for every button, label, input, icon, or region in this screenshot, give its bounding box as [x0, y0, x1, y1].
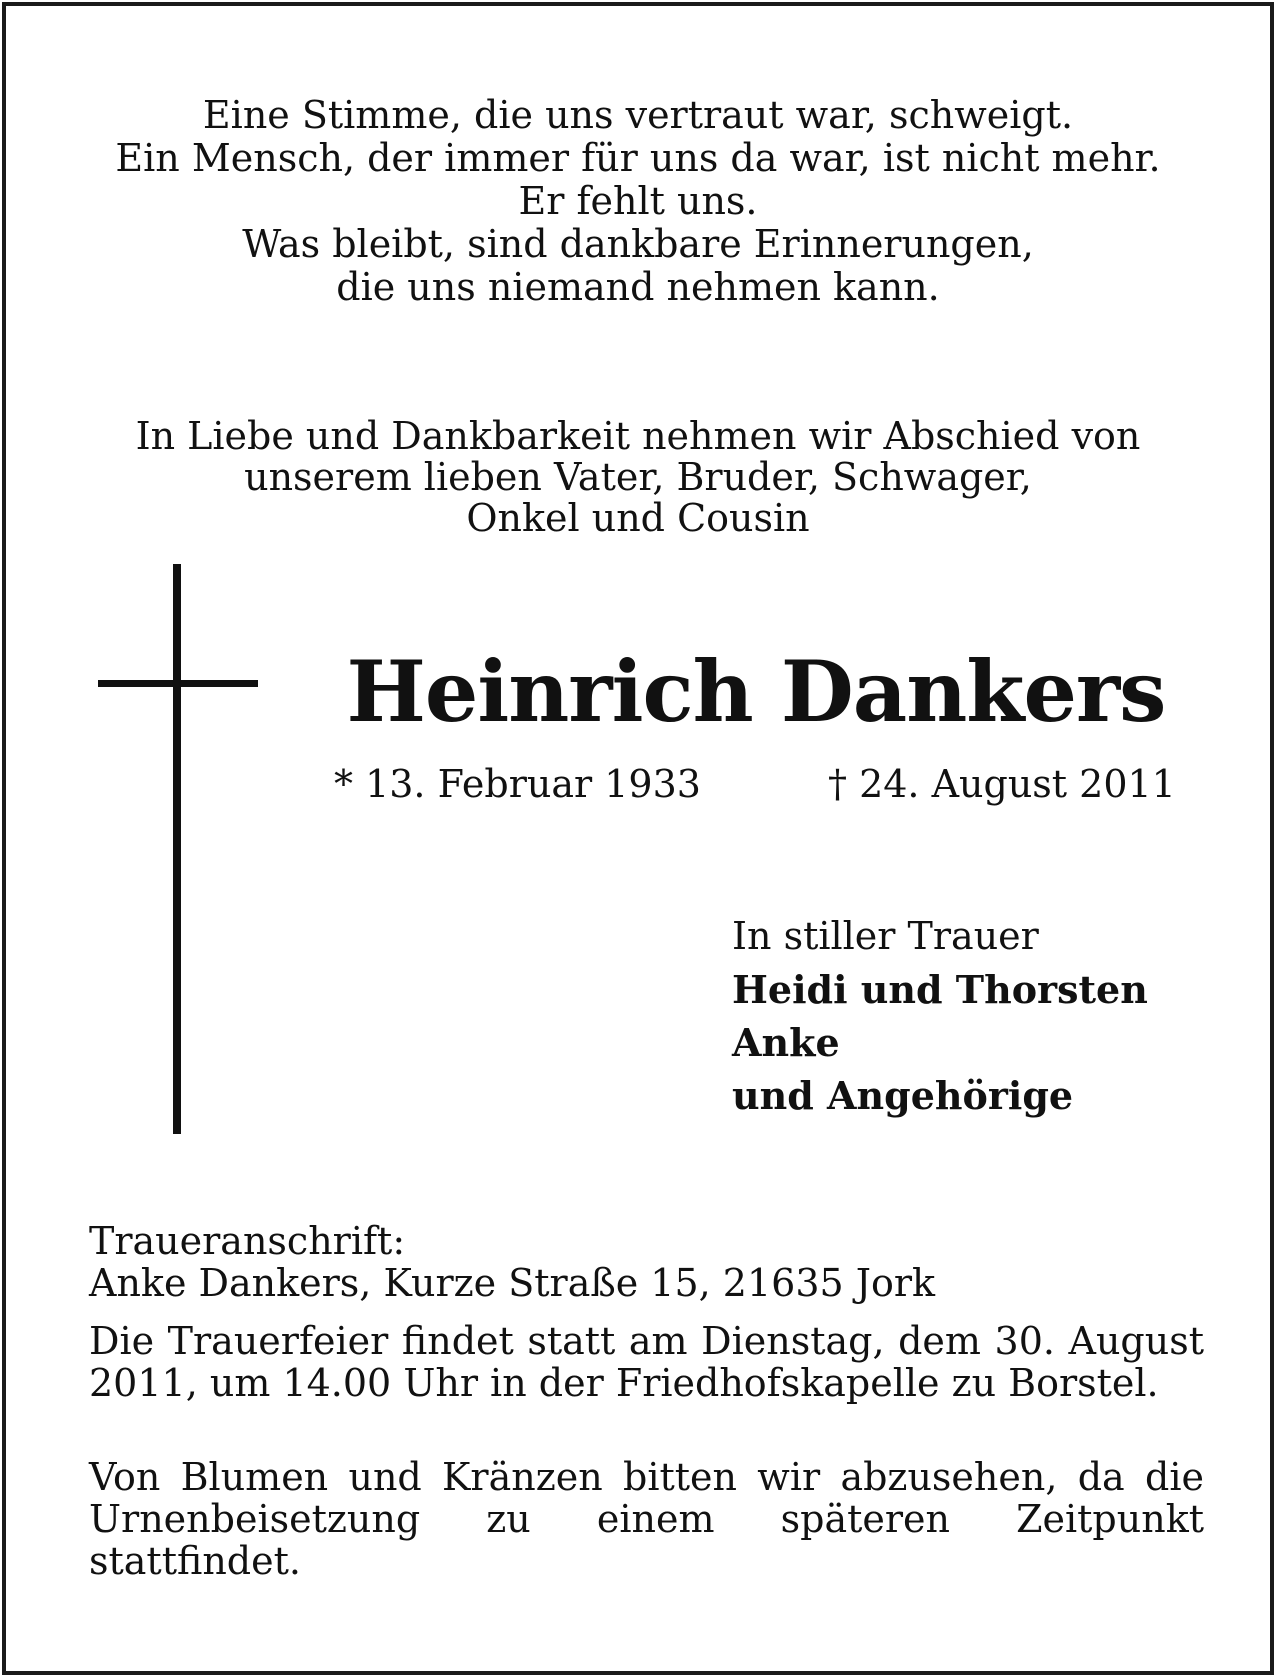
mourners-block: [732, 910, 1148, 1122]
poem-line: Eine Stimme, die uns vertraut war, schweigt.: [202, 93, 1074, 137]
mourning-address: [89, 1220, 935, 1304]
deceased-name: Heinrich Dankers: [346, 642, 1166, 741]
farewell-line: In Liebe und Dankbarkeit nehmen wir Abschied von: [135, 414, 1141, 458]
mourner-name: und Angehörige: [732, 1073, 1074, 1118]
address-value: Anke Dankers, Kurze Straße 15, 21635 Jork: [89, 1261, 936, 1305]
mourners-intro: In stiller Trauer: [732, 914, 1039, 958]
cross-horizontal-bar: [98, 680, 258, 687]
farewell-line: Onkel und Cousin: [466, 496, 810, 540]
funeral-service-text: Die Trauerfeier findet statt am Dienstag, dem 30. August 2011, um 14.00 Uhr in der Friedhofskapelle zu Borstel.: [89, 1319, 1204, 1405]
memorial-poem: [6, 94, 1270, 309]
death-date: † 24. August 2011: [828, 762, 1176, 806]
poem-line: Ein Mensch, der immer für uns da war, ist nicht mehr.: [115, 136, 1161, 180]
obituary-notice: [2, 2, 1274, 1675]
birth-date: * 13. Februar 1933: [334, 762, 701, 806]
farewell-text: [6, 416, 1270, 539]
cross-vertical-bar: [173, 564, 181, 1134]
farewell-line: unserem lieben Vater, Bruder, Schwager,: [244, 455, 1032, 499]
poem-line: die uns niemand nehmen kann.: [336, 265, 940, 309]
poem-line: Er fehlt uns.: [518, 179, 758, 223]
mourner-name: Heidi und Thorsten: [732, 967, 1148, 1012]
flowers-request-text: Von Blumen und Kränzen bitten wir abzusehen, da die Urnenbeisetzung zu einem späteren Zeitpunkt stattfindet.: [89, 1455, 1204, 1583]
address-label: Traueranschrift:: [89, 1219, 406, 1263]
poem-line: Was bleibt, sind dankbare Erinnerungen,: [242, 222, 1034, 266]
mourner-name: Anke: [732, 1020, 840, 1065]
